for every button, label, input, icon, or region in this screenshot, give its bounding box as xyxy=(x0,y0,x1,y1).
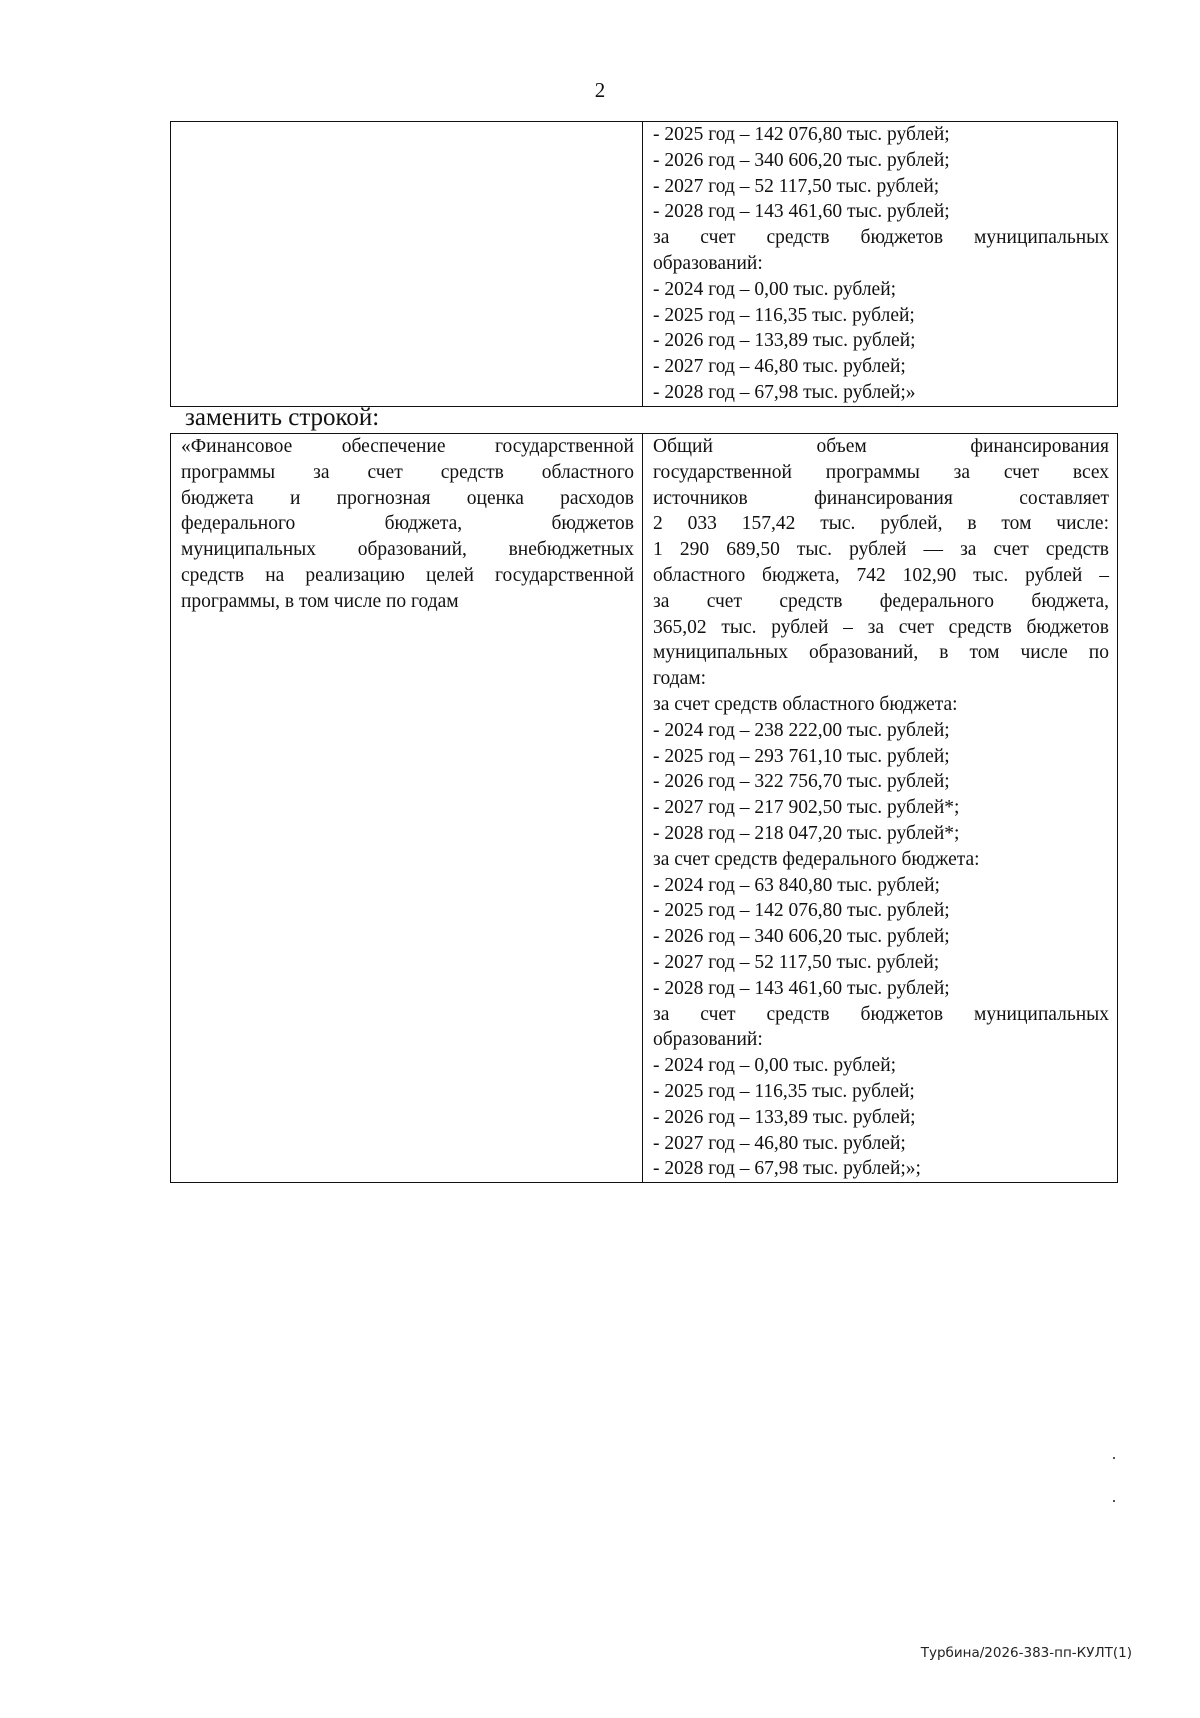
funding-line: - 2025 год – 142 076,80 тыс. рублей; xyxy=(653,124,950,145)
funding-line: - 2025 год – 142 076,80 тыс. рублей; xyxy=(653,900,950,922)
funding-line: - 2025 год – 116,35 тыс. рублей; xyxy=(653,304,915,326)
summary-line: областного бюджета, 742 102,90 тыс. рублей – xyxy=(653,564,1109,586)
funding-line: - 2027 год – 52 117,50 тыс. рублей; xyxy=(653,951,940,973)
summary-line: источников финансирования составляет xyxy=(653,487,1109,509)
funding-line: - 2027 год – 46,80 тыс. рублей; xyxy=(653,1132,906,1154)
funding-line: - 2027 год – 217 902,50 тыс. рублей*; xyxy=(653,797,960,819)
funding-line: - 2027 год – 46,80 тыс. рублей; xyxy=(653,356,906,378)
description-line: программы, в том числе по годам xyxy=(181,590,459,612)
program-description-cell xyxy=(171,434,643,1183)
summary-line: годам: xyxy=(653,668,707,690)
summary-line: муниципальных образований, в том числе по xyxy=(653,642,1109,664)
description-line: бюджета и прогнозная оценка расходов xyxy=(181,487,634,509)
funding-line: - 2024 год – 63 840,80 тыс. рублей; xyxy=(653,874,940,896)
scan-speck xyxy=(1113,1500,1115,1502)
summary-line: Общий объем финансирования xyxy=(653,436,1109,457)
funding-source-heading: за счет средств федерального бюджета: xyxy=(653,848,980,870)
funding-source-heading: за счет средств бюджетов муниципальных xyxy=(653,1003,1109,1025)
funding-line: - 2026 год – 322 756,70 тыс. рублей; xyxy=(653,771,950,793)
replace-label: заменить строкой: xyxy=(185,404,380,431)
funding-line: - 2024 год – 238 222,00 тыс. рублей; xyxy=(653,719,950,741)
summary-line: 1 290 689,50 тыс. рублей — за счет средств xyxy=(653,539,1109,561)
description-line: программы за счет средств областного xyxy=(181,461,634,483)
funding-source-heading: образований: xyxy=(653,1029,763,1051)
description-line: муниципальных образований, внебюджетных xyxy=(181,539,634,561)
description-line: «Финансовое обеспечение государственной xyxy=(181,436,634,457)
bottom-table-row xyxy=(171,434,1118,1183)
top-table-left-cell xyxy=(171,122,643,407)
funding-line: - 2028 год – 143 461,60 тыс. рублей; xyxy=(653,201,950,223)
funding-line: - 2026 год – 133,89 тыс. рублей; xyxy=(653,1106,916,1128)
bottom-table xyxy=(170,433,1118,1183)
funding-line: - 2025 год – 116,35 тыс. рублей; xyxy=(653,1080,915,1102)
top-table xyxy=(170,121,1118,407)
document-code: Турбина/2026-383-пп-КУЛТ(1) xyxy=(920,1645,1132,1661)
funding-line: - 2027 год – 52 117,50 тыс. рублей; xyxy=(653,175,940,197)
funding-line: - 2024 год – 0,00 тыс. рублей; xyxy=(653,1055,897,1077)
page-number: 2 xyxy=(594,78,606,102)
summary-line: за счет средств федерального бюджета, xyxy=(653,590,1109,612)
funding-line: - 2028 год – 67,98 тыс. рублей;» xyxy=(653,381,916,403)
funding-line: - 2026 год – 340 606,20 тыс. рублей; xyxy=(653,149,950,171)
scan-speck xyxy=(1113,1457,1115,1459)
funding-source-heading: за счет средств областного бюджета: xyxy=(653,693,958,715)
funding-line: - 2026 год – 133,89 тыс. рублей; xyxy=(653,330,916,352)
top-table-right-cell xyxy=(643,122,1118,407)
summary-line: 365,02 тыс. рублей – за счет средств бюджетов xyxy=(653,616,1109,638)
funding-line: - 2026 год – 340 606,20 тыс. рублей; xyxy=(653,926,950,948)
summary-line: государственной программы за счет всех xyxy=(653,461,1109,483)
funding-line: - 2028 год – 143 461,60 тыс. рублей; xyxy=(653,977,950,999)
funding-line: - 2028 год – 218 047,20 тыс. рублей*; xyxy=(653,822,960,844)
funding-details-cell xyxy=(643,434,1118,1183)
funding-line: - 2028 год – 67,98 тыс. рублей;»; xyxy=(653,1158,921,1180)
funding-line: - 2024 год – 0,00 тыс. рублей; xyxy=(653,278,897,300)
description-line: федерального бюджета, бюджетов xyxy=(181,513,634,535)
funding-source-heading: образований: xyxy=(653,252,763,274)
funding-source-heading: за счет средств бюджетов муниципальных xyxy=(653,227,1109,249)
description-line: средств на реализацию целей государственной xyxy=(181,564,634,586)
funding-line: - 2025 год – 293 761,10 тыс. рублей; xyxy=(653,745,950,767)
top-table-row xyxy=(171,122,1118,407)
summary-line: 2 033 157,42 тыс. рублей, в том числе: xyxy=(653,513,1109,535)
